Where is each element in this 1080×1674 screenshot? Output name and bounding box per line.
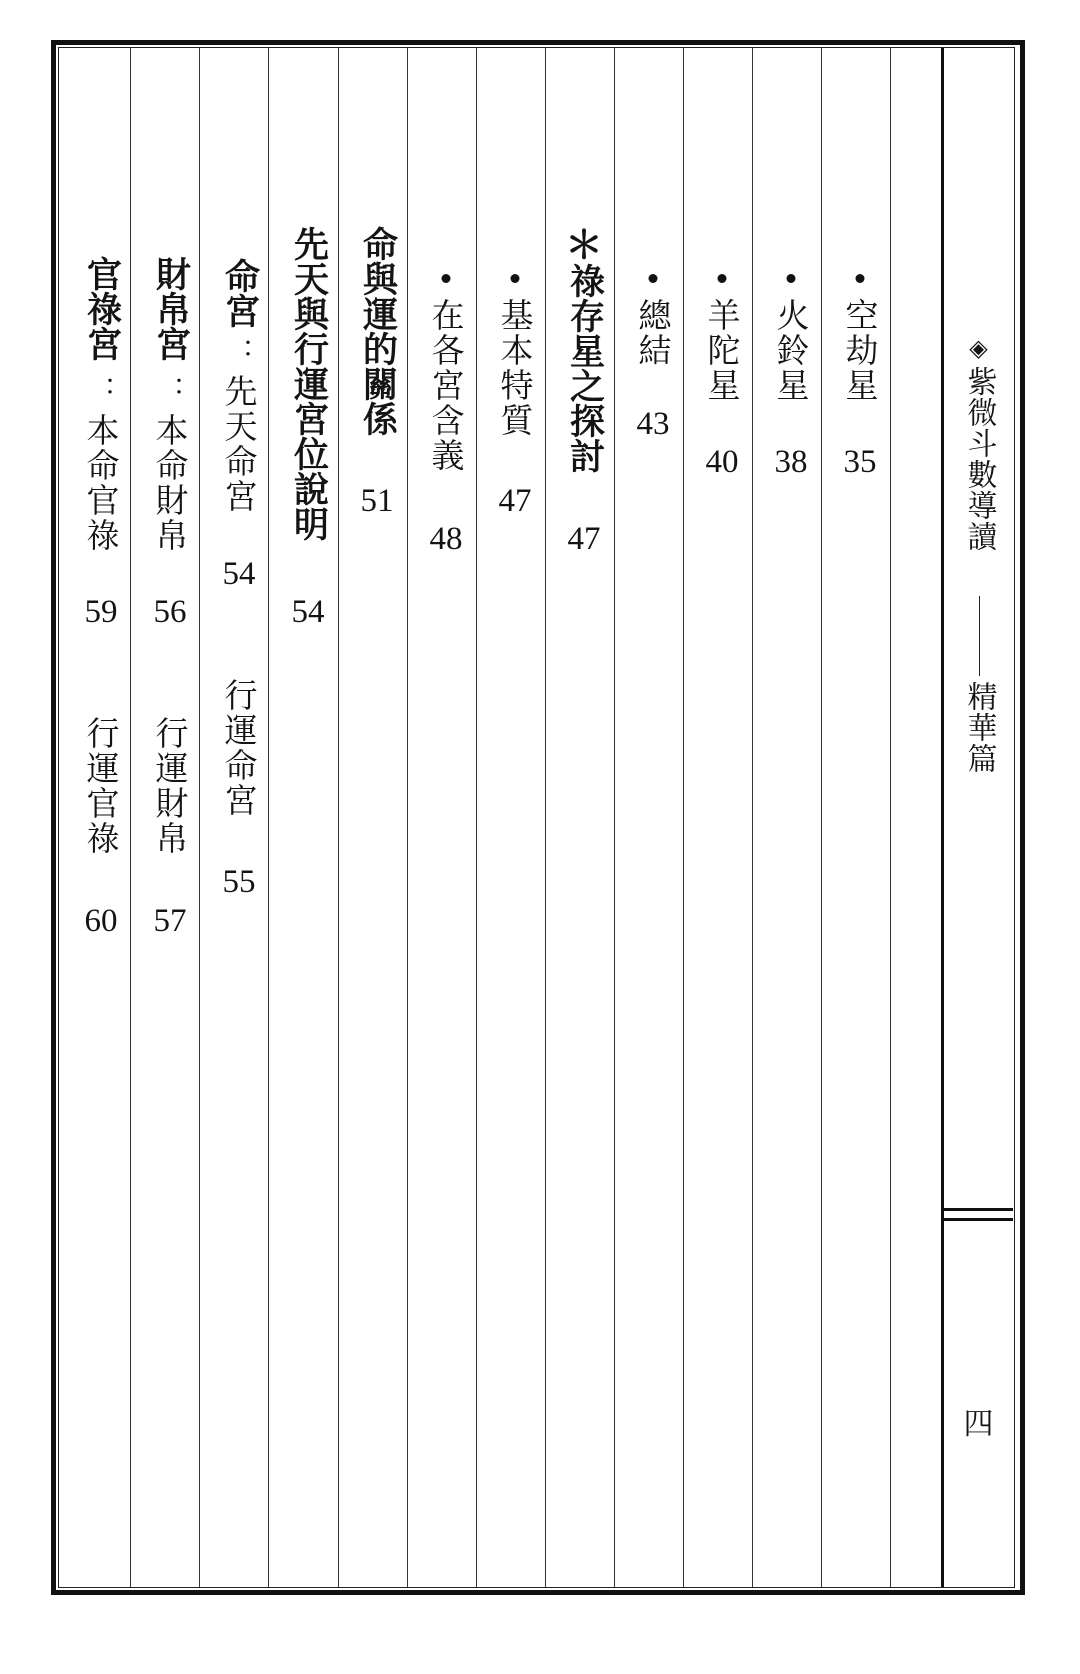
toc-entry-kongjie [825, 48, 895, 1587]
entry-title: 空劫星 [840, 298, 880, 403]
page-number: 47 [498, 483, 532, 519]
toc-entry-zaige [411, 48, 481, 1587]
toc-entry-caibo [135, 48, 205, 1587]
page-number: 59 [84, 594, 118, 630]
page-number: 55 [222, 864, 256, 900]
page-number: 43 [636, 406, 670, 442]
entry-separator: ： [85, 376, 118, 404]
header-rule [944, 1208, 1013, 1211]
page-number: 57 [153, 903, 187, 939]
bullet-icon [856, 274, 865, 283]
toc-entry-zongjie [618, 48, 688, 1587]
entry-title: 在各宮含義 [426, 298, 466, 473]
title-dash [979, 596, 980, 676]
asterisk-icon: ＊ [564, 223, 604, 267]
entry-subtitle: 先天命宮 [219, 374, 259, 514]
diamond-icon: ◈ [969, 334, 988, 362]
page-number: 40 [705, 444, 739, 480]
toc-entry-guanlu [66, 48, 136, 1587]
entry-title: 總結 [633, 298, 673, 368]
page-number: 54 [291, 594, 325, 630]
toc-entry-minggong [204, 48, 274, 1587]
toc-entry-mingyun [342, 48, 412, 1587]
toc-entry-yangtuo [687, 48, 757, 1587]
bullet-icon [511, 274, 520, 283]
entry-subtitle: 本命財帛 [150, 413, 190, 553]
book-subtitle: 精華篇 [961, 681, 997, 774]
page-number: 35 [843, 444, 877, 480]
entry-subtitle: 行運命宮 [219, 678, 259, 818]
entry-title: 命宮 [219, 258, 260, 328]
entry-title: 祿存星之探討 [564, 263, 605, 473]
entry-title: 財帛宮 [150, 256, 191, 361]
page-number: 60 [84, 903, 118, 939]
entry-title: 羊陀星 [702, 298, 742, 403]
entry-title: 基本特質 [495, 298, 535, 438]
running-header [944, 48, 1013, 1587]
header-rule [944, 1218, 1013, 1221]
bullet-icon [718, 274, 727, 283]
toc-entry-lucun [549, 48, 619, 1587]
book-title: 紫微斗數導讀 [961, 366, 997, 552]
bullet-icon [649, 274, 658, 283]
entry-separator: ： [223, 338, 256, 366]
toc-entry-huoling [756, 48, 826, 1587]
entry-subtitle: 本命官祿 [81, 413, 121, 553]
entry-title: 火鈴星 [771, 298, 811, 403]
entry-subtitle: 行運財帛 [150, 716, 190, 856]
page-number: 47 [567, 521, 601, 557]
page-number: 51 [360, 483, 394, 519]
page-number: 56 [153, 594, 187, 630]
entry-title: 先天與行運宮位說明 [288, 226, 329, 541]
toc-entry-xiantian [273, 48, 343, 1587]
toc-entry-jiben [480, 48, 550, 1587]
entry-title: 命與運的關係 [357, 226, 398, 436]
page-number-label: 四 [963, 1407, 994, 1442]
page-number: 54 [222, 556, 256, 592]
entry-title: 官祿宮 [81, 256, 122, 361]
entry-subtitle: 行運官祿 [81, 716, 121, 856]
bullet-icon [787, 274, 796, 283]
page-number: 38 [774, 444, 808, 480]
bullet-icon [442, 274, 451, 283]
page-number: 48 [429, 521, 463, 557]
entry-separator: ： [154, 376, 187, 404]
